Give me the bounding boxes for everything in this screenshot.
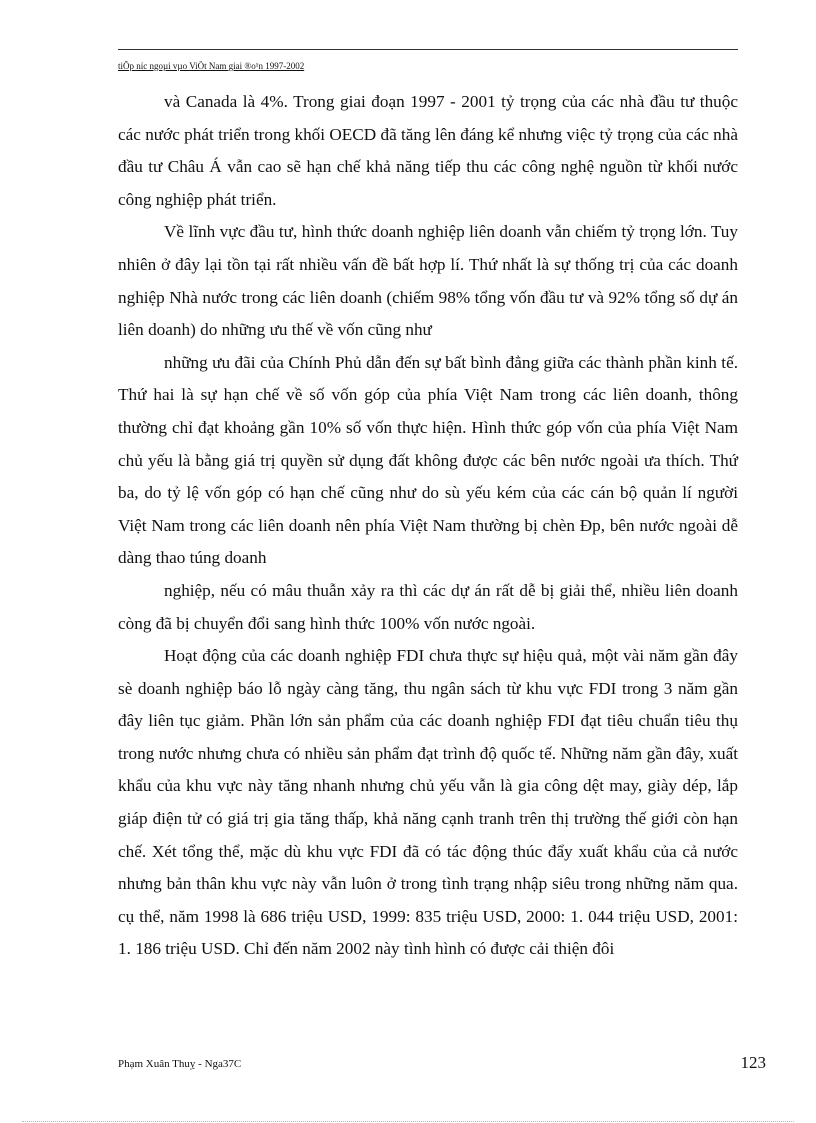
header-rule (118, 49, 738, 50)
body-text (118, 86, 738, 966)
paragraph: Về lĩnh vực đầu tư, hình thức doanh nghiệp liên doanh vẫn chiếm tỷ trọng lớn. Tuy nhiên ở đây lại tồn tại rất nhiều vấn đề bất hợp lí. Thứ nhất là sự thống trị của các doanh nghiệp Nhà nước trong các liên doanh (chiếm 98% tổng vốn đầu tư và 92% tổng số dự án liên doanh) do những ưu thế về vốn cũng như (118, 222, 738, 340)
paragraph: và Canada là 4%. Trong giai đoạn 1997 - 2001 tỷ trọng của các nhà đầu tư thuộc các nước phát triển trong khối OECD đã tăng lên đáng kể nhưng việc tỷ trọng của các nhà đầu tư Châu Á vẫn cao sẽ hạn chế khả năng tiếp thu các công nghệ nguồn từ khối nước công nghiệp phát triển. (118, 92, 738, 209)
page-bottom-border (22, 1121, 794, 1122)
paragraph: những ưu đãi của Chính Phủ dẫn đến sự bất bình đẳng giữa các thành phần kinh tế. Thứ hai là sự hạn chế về số vốn góp của phía Việt Nam trong các liên doanh, thông thường chỉ đạt khoảng gần 10% số vốn thực hiện. Hình thức góp vốn của phía Việt Nam chủ yếu là bằng giá trị quyền sử dụng đất không được các bên nước ngoài ưa thích. Thứ ba, do tỷ lệ vốn góp có hạn chế cũng như do sù yếu kém của các cán bộ quản lí người Việt Nam trong các liên doanh nên phía Việt Nam thường bị chèn Đp, bên nước ngoài dễ dàng thao túng doanh (118, 352, 738, 568)
header-sub-line2: tiÕp níc ngoµi vµo ViÖt Nam giai ®o¹n 1997-2002 (118, 61, 305, 71)
page-number: 123 (740, 1053, 766, 1072)
footer-author: Phạm Xuân Thuỵ - Nga37C (118, 1058, 242, 1070)
paragraph: nghiệp, nếu có mâu thuẫn xảy ra thì các dự án rất dễ bị giải thể, nhiều liên doanh còng đã bị chuyển đổi sang hình thức 100% vốn nước ngoài. (118, 580, 738, 633)
paragraph: Hoạt động của các doanh nghiệp FDI chưa thực sự hiệu quả, một vài năm gần đây sè doanh nghiệp báo lỗ ngày càng tăng, thu ngân sách từ khu vực FDI trong 3 năm gần đây liên tục giảm. Phần lớn sản phẩm của các doanh nghiệp FDI đạt tiêu chuẩn tiêu thụ trong nước nhưng chưa có nhiều sản phẩm đạt trình độ quốc tế. Những năm gần đây, xuất khẩu của khu vực này tăng nhanh nhưng chủ yếu vẫn là gia công dệt may, giày dép, lắp giáp điện tử có giá trị gia tăng thấp, khả năng cạnh tranh trên thị trường thế giới còn hạn chế. Xét tổng thể, mặc dù khu vực FDI đã có tác động thúc đẩy xuất khẩu của cả nước nhưng bản thân khu vực này vẫn luôn ở trong tình trạng nhập siêu trong những năm qua. cụ thể, năm 1998 là 686 triệu USD, 1999: 835 triệu USD, 2000: 1. 044 triệu USD, 2001: 1. 186 triệu USD. Chỉ đến năm 2002 này tình hình có được cải thiện đôi (118, 646, 738, 959)
